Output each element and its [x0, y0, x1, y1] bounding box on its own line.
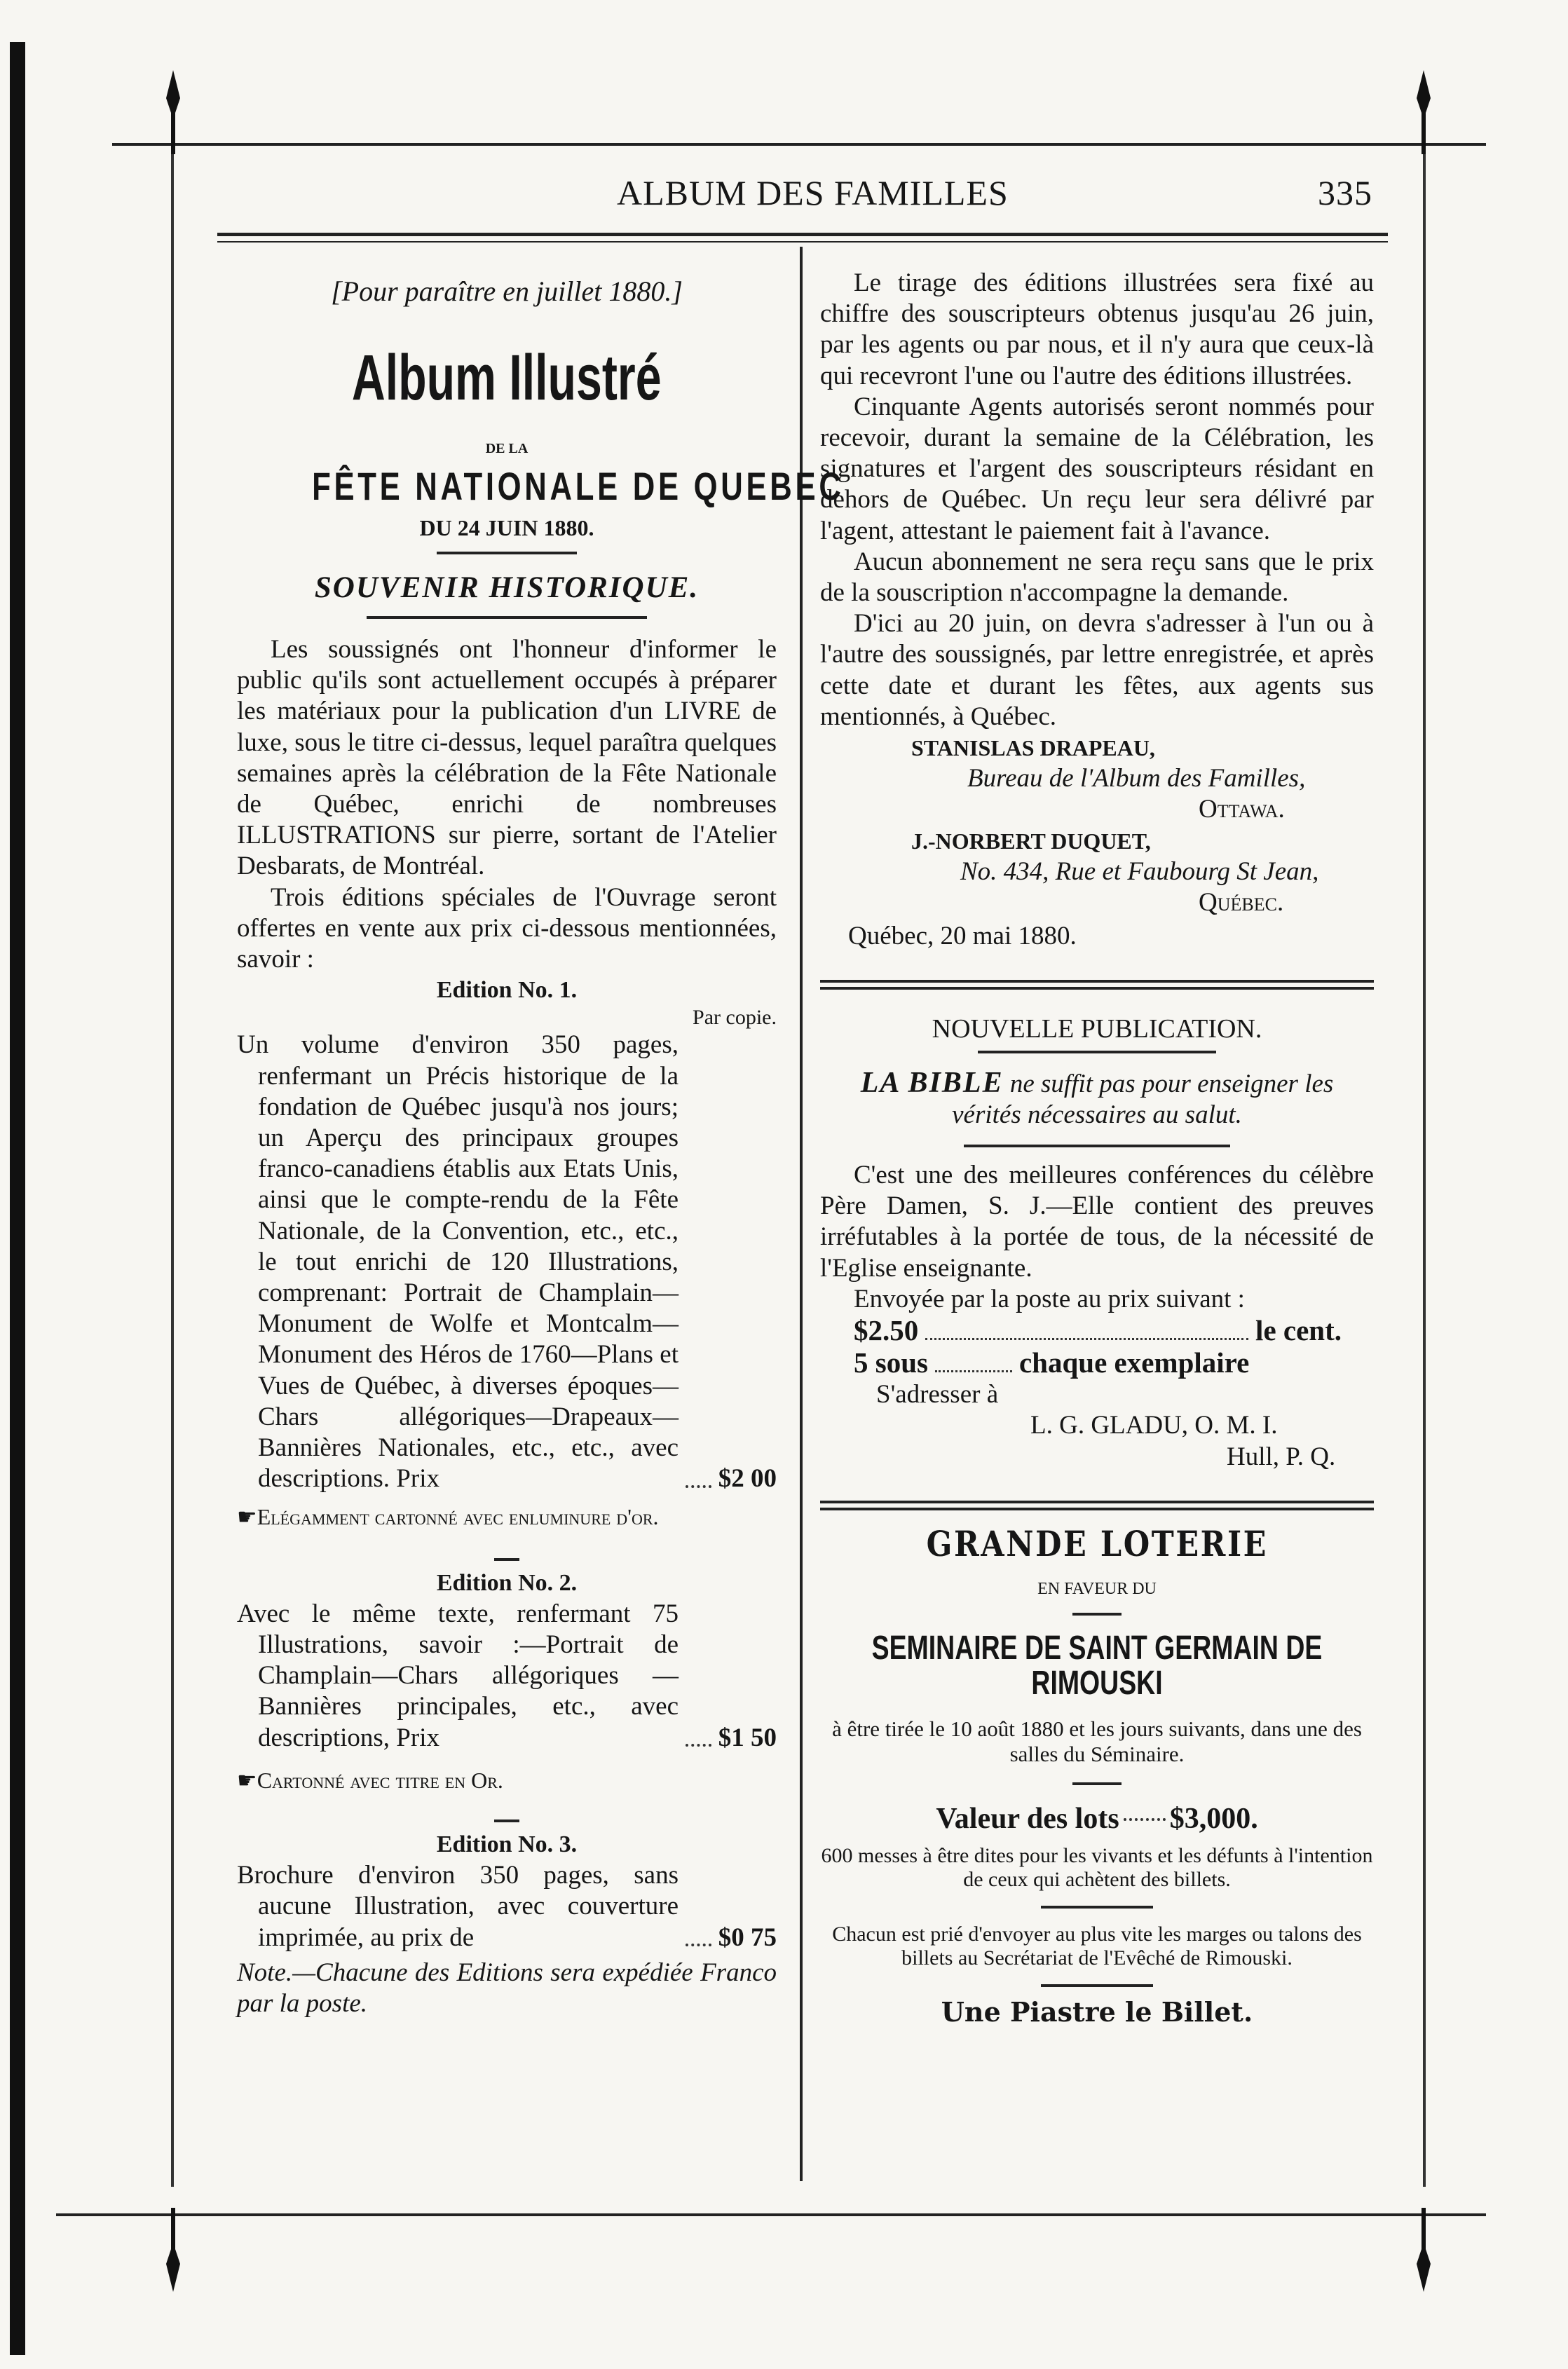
left-margin-bar	[10, 42, 25, 2355]
nouvelle-publication-title: NOUVELLE PUBLICATION.	[932, 1014, 1262, 1044]
tirage-paragraph: Le tirage des éditions illustrées sera fixé au chiffre des souscripteurs obtenus jusqu'au 26 juin, par les agents ou par nous, et il n'y aura que ceux-là qui recevront l'une ou l'autre des éditions illustrées.	[820, 268, 1374, 390]
bible-heading: LA BIBLE ne suffit pas pour enseigner les vérités nécessaires au salut.	[860, 1066, 1334, 1129]
leader-dots	[925, 1338, 1248, 1340]
right-column	[820, 268, 1374, 2028]
signature-2-name: J.-NORBERT DUQUET,	[911, 828, 1151, 854]
dateline: Québec, 20 mai 1880.	[848, 922, 1077, 951]
leader-dots	[1124, 1818, 1166, 1821]
edition-2-price: $1 50	[718, 1723, 777, 1752]
short-rule	[1041, 1906, 1153, 1909]
edition-1-entry	[237, 1030, 777, 1494]
valeur-line: Valeur des lots $3,000.	[936, 1803, 1258, 1836]
edition-3-text: Brochure d'environ 350 pages, sans aucune Illustration, avec couverture imprimée, au prix de	[237, 1861, 679, 1952]
fleuron-ornament-icon	[1406, 70, 1441, 154]
signature-1-name: STANISLAS DRAPEAU,	[911, 735, 1155, 761]
album-title: Album Illustré	[352, 342, 662, 414]
right-frame-line	[1423, 126, 1426, 2187]
leader-dots	[686, 1485, 711, 1488]
edition-1-note: ☛Elégamment cartonné avec enluminure d'or.	[237, 1503, 659, 1529]
hull-address: Hull, P. Q.	[1227, 1442, 1336, 1471]
leader-dots	[686, 1944, 711, 1946]
seminaire-title: SEMINAIRE DE SAINT GERMAIN DE RIMOUSKI	[871, 1630, 1323, 1702]
announcement: [Pour paraître en juillet 1880.]	[331, 275, 683, 307]
fleuron-ornament-icon	[1406, 2208, 1441, 2292]
page-number: 335	[1318, 173, 1372, 212]
short-rule	[964, 1145, 1230, 1147]
editions-paragraph: Trois éditions spéciales de l'Ouvrage seront offertes en vente aux prix ci-dessous mentionnées, savoir :	[237, 882, 777, 974]
short-rule	[1072, 1613, 1122, 1616]
edition-2-text: Avec le même texte, renfermant 75 Illustrations, savoir :—Portrait de Champlain—Chars allégoriques — Bannières principales, etc., avec descriptions, Prix	[237, 1599, 679, 1752]
price-per-ticket: Une Piastre le Billet.	[941, 1996, 1253, 2028]
edition-3-title: Edition No. 3.	[436, 1831, 578, 1857]
section-double-rule	[820, 1501, 1374, 1510]
contact-paragraph: D'ici au 20 juin, on devra s'adresser à l'un ou à l'autre des soussignés, par lettre enregistrée, et après cette date et durant les fêtes, aux agents sus mentionnés, à Québec.	[820, 609, 1374, 731]
section-double-rule	[820, 980, 1374, 990]
signature-2-city: Québec.	[1199, 888, 1284, 917]
top-ornament-rule	[112, 143, 1486, 146]
shipping-note: Note.—Chacune des Editions sera expédiée Franco par la poste.	[237, 1958, 777, 2018]
running-title: ALBUM DES FAMILLES	[617, 173, 1009, 212]
short-rule	[1041, 1984, 1153, 1987]
conference-paragraph: C'est une des meilleures conférences du célèbre Père Damen, S. J.—Elle contient des preuves irréfutables à la portée de tous, de la nécessité de l'Eglise enseignante.	[820, 1161, 1374, 1283]
header-rule-thin	[217, 241, 1388, 243]
edition-1-title: Edition No. 1.	[436, 977, 578, 1004]
intro-paragraph: Les soussignés ont l'honneur d'informer le public qu'ils sont actuellement occupés à préparer les matériaux pour la publication d'un LIVRE de luxe, sous le titre ci-dessus, lequel paraîtra quelques semaines après la célébration de la Fête Nationale de Québec, enrichi de nombreuses ILLUSTRATIONS sur pierre, sortant de l'Atelier Desbarats, de Montréal.	[237, 635, 777, 881]
edition-2-entry	[237, 1599, 777, 1754]
price-line-cent: $2.50 le cent.	[854, 1314, 1342, 1347]
edition-2-title: Edition No. 2.	[436, 1569, 578, 1596]
de-la: DE LA	[485, 441, 529, 457]
left-frame-line	[171, 126, 174, 2187]
tirage-date: à être tirée le 10 août 1880 et les jours suivants, dans une des salles du Séminaire.	[832, 1716, 1362, 1767]
loterie-title: GRANDE LOTERIE	[926, 1522, 1268, 1564]
messes-note: 600 messes à être dites pour les vivants et les défunts à l'intention de ceux qui achètent des billets.	[821, 1844, 1373, 1892]
header-rule	[217, 233, 1388, 236]
short-rule	[437, 552, 577, 554]
agents-paragraph: Cinquante Agents autorisés seront nommés pour recevoir, durant la semaine de la Célébration, les signatures et l'argent des souscripteurs résidant en dehors de Québec. Un reçu leur sera délivré par l'agent, attestant le paiement fait à l'avance.	[820, 392, 1374, 545]
short-rule	[1072, 1782, 1122, 1785]
leader-dots	[686, 1744, 711, 1747]
edition-2-note: ☛Cartonné avec titre en Or.	[237, 1767, 503, 1793]
edition-3-entry	[237, 1860, 777, 1953]
short-rule	[367, 616, 647, 619]
souvenir-historique: SOUVENIR HISTORIQUE.	[314, 571, 700, 604]
sadresser-line: S'adresser à	[876, 1380, 999, 1409]
edition-3-price: $0 75	[718, 1923, 777, 1952]
price-line-exemplaire: 5 sous chaque exemplaire	[854, 1346, 1250, 1379]
en-faveur: EN FAVEUR DU	[1037, 1579, 1157, 1598]
envoyee-line: Envoyée par la poste au prix suivant :	[854, 1284, 1245, 1313]
signature-2-address: No. 434, Rue et Faubourg St Jean,	[960, 856, 1319, 886]
column-divider	[800, 247, 803, 2181]
signature-1-city: Ottawa.	[1199, 795, 1285, 824]
event-date: DU 24 JUIN 1880.	[419, 514, 594, 540]
abonnement-paragraph: Aucun abonnement ne sera reçu sans que le prix de la souscription n'accompagne la demande.	[820, 547, 1374, 608]
par-copie: Par copie.	[693, 1006, 777, 1030]
edition-1-price: $2 00	[718, 1464, 777, 1494]
edition-1-text: Un volume d'environ 350 pages, renfermant un Précis historique de la fondation de Québec jusqu'à nos jours; un Aperçu des principaux groupes franco-canadiens établis aux Etats Unis, ainsi que le compte-rendu de la Fête Nationale, de la Convention, etc., etc., le tout enrichi de 120 Illustrations, comprenant: Portrait de Champlain—Monument de Wolfe et Montcalm—Monument des Héros de 1760—Plans et Vues de Québec, à diverses époques—Chars allégoriques—Drapeaux—Bannières Nationales, etc., etc., avec descriptions. Prix	[237, 1030, 679, 1494]
fleuron-ornament-icon	[156, 2208, 191, 2292]
chacun-note: Chacun est prié d'envoyer au plus vite les marges ou talons des billets au Secrétariat de l'Evêché de Rimouski.	[832, 1923, 1362, 1970]
bottom-ornament-rule	[56, 2213, 1486, 2216]
short-rule	[494, 1558, 519, 1561]
fete-title: FÊTE NATIONALE DE QUEBEC	[312, 464, 845, 509]
signature-1-address: Bureau de l'Album des Familles,	[967, 764, 1306, 793]
short-rule	[978, 1051, 1216, 1053]
left-column	[237, 275, 845, 2019]
fleuron-ornament-icon	[156, 70, 191, 154]
leader-dots	[935, 1370, 1012, 1372]
gladu-name: L. G. GLADU, O. M. I.	[1030, 1411, 1278, 1440]
short-rule	[494, 1820, 519, 1822]
